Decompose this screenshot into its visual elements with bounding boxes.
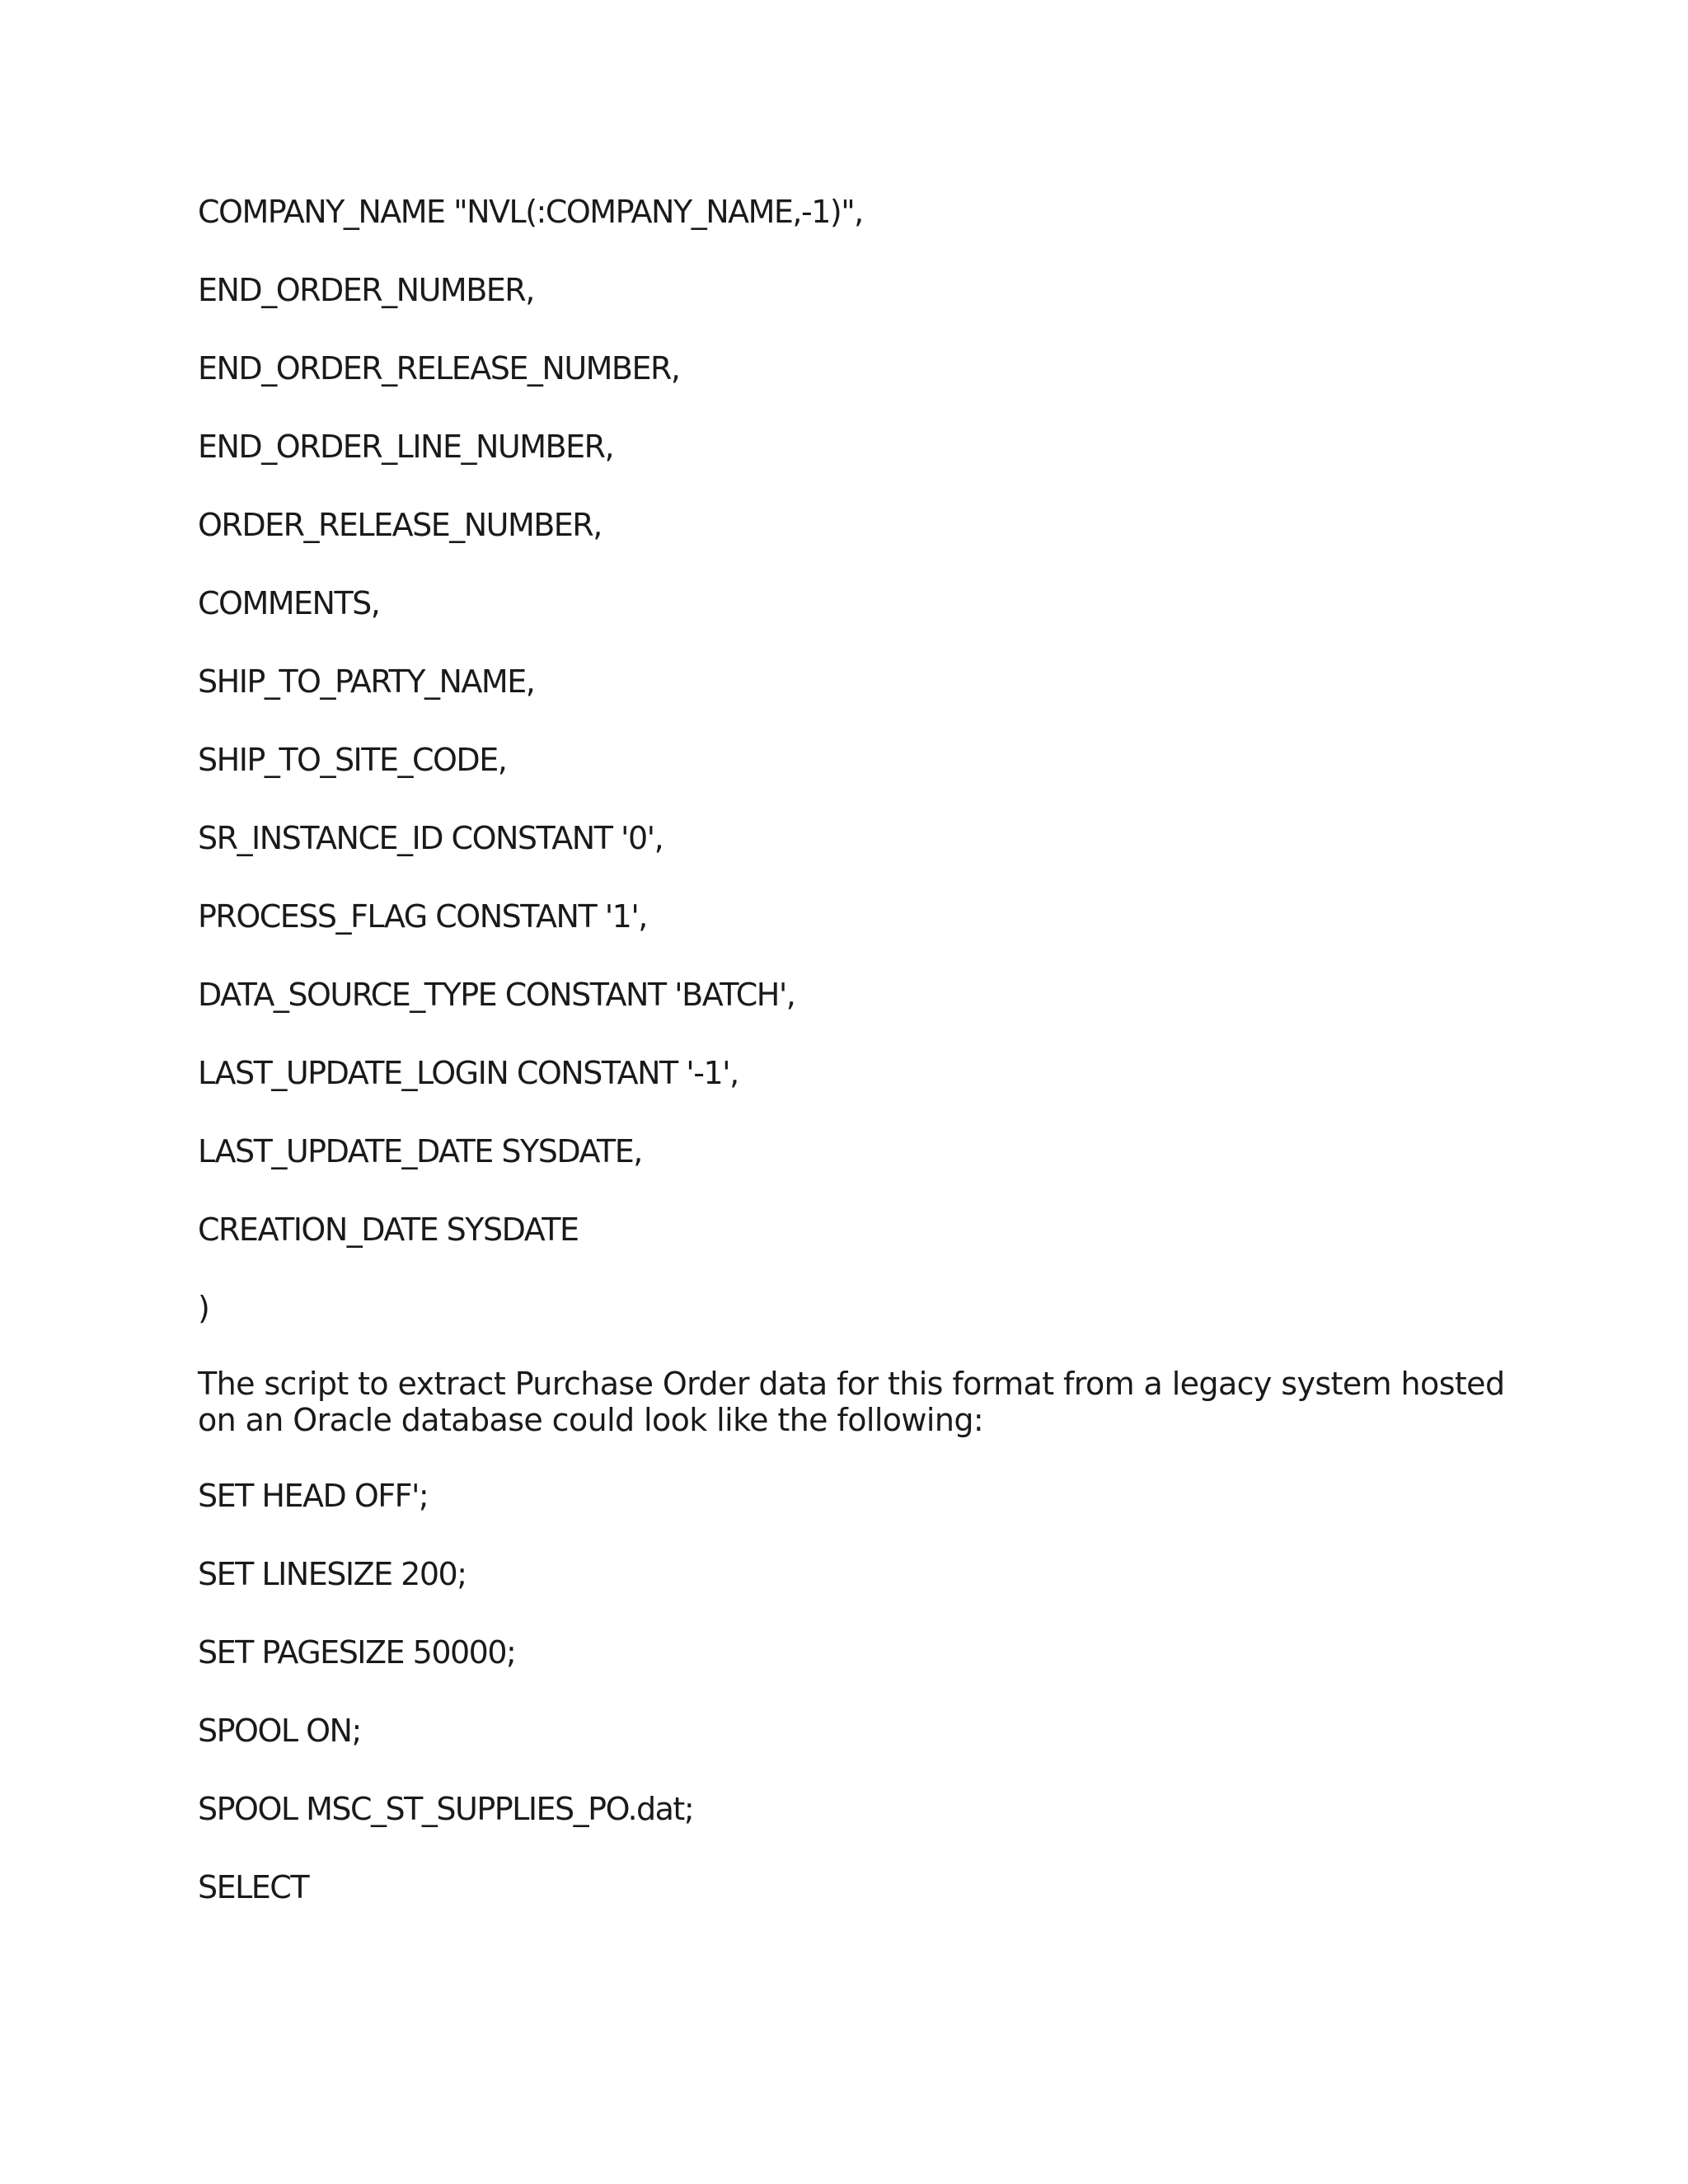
paragraph-line-2: on an Oracle database could look like the following: — [198, 1402, 984, 1438]
code-line-select: SELECT — [198, 1869, 309, 1905]
code-line-comments: COMMENTS, — [198, 585, 380, 621]
code-line-sr-instance-id: SR_INSTANCE_ID CONSTANT '0', — [198, 820, 663, 856]
code-line-data-source-type: DATA_SOURCE_TYPE CONSTANT 'BATCH', — [198, 977, 795, 1013]
page-content — [198, 191, 1505, 1945]
code-line-end-order-line-number: END_ORDER_LINE_NUMBER, — [198, 429, 614, 465]
code-line-last-update-login: LAST_UPDATE_LOGIN CONSTANT '-1', — [198, 1055, 738, 1091]
code-line-ship-to-site-code: SHIP_TO_SITE_CODE, — [198, 742, 507, 778]
code-line-creation-date: CREATION_DATE SYSDATE — [198, 1212, 579, 1248]
code-line-order-release-number: ORDER_RELEASE_NUMBER, — [198, 507, 602, 543]
code-line-end-order-number: END_ORDER_NUMBER, — [198, 272, 534, 308]
code-line-set-pagesize: SET PAGESIZE 50000; — [198, 1634, 516, 1671]
code-line-end-order-release-number: END_ORDER_RELEASE_NUMBER, — [198, 350, 680, 387]
code-line-ship-to-party-name: SHIP_TO_PARTY_NAME, — [198, 663, 535, 700]
code-line-set-head-off: SET HEAD OFF'; — [198, 1478, 429, 1514]
code-line-spool-on: SPOOL ON; — [198, 1713, 361, 1749]
code-line-last-update-date: LAST_UPDATE_DATE SYSDATE, — [198, 1133, 642, 1169]
code-line-set-linesize: SET LINESIZE 200; — [198, 1556, 467, 1592]
paragraph-line-1: The script to extract Purchase Order data for this format from a legacy system hosted — [198, 1366, 1505, 1402]
body-paragraph — [198, 1366, 1505, 1438]
code-line-company-name: COMPANY_NAME "NVL(:COMPANY_NAME,-1)", — [198, 194, 863, 230]
code-line-close-paren: ) — [198, 1290, 209, 1326]
code-line-spool-file: SPOOL MSC_ST_SUPPLIES_PO.dat; — [198, 1791, 694, 1827]
code-line-process-flag: PROCESS_FLAG CONSTANT '1', — [198, 898, 647, 935]
